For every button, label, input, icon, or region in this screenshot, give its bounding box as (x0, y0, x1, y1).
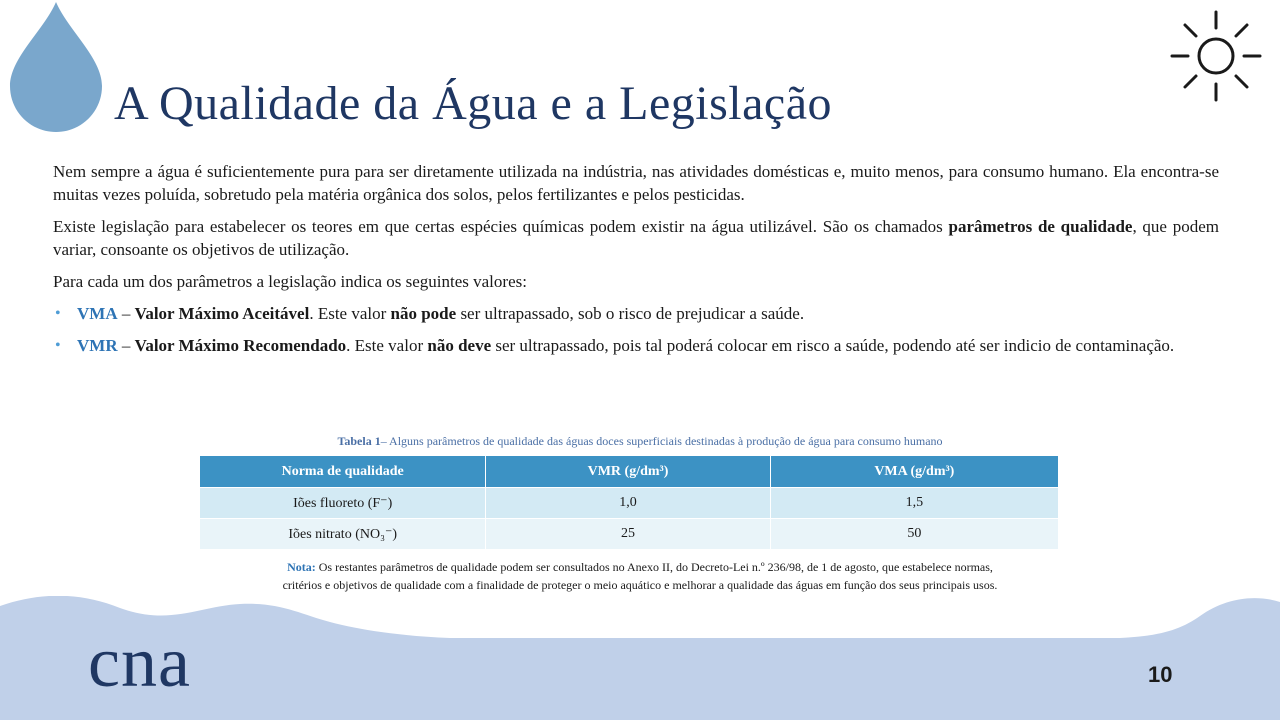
table-cell: Iões fluoreto (F⁻) (200, 488, 486, 519)
vma-text-2: ser ultrapassado, sob o risco de prejudicar a saúde. (456, 304, 805, 323)
quality-parameters-term: parâmetros de qualidade (948, 217, 1133, 236)
table-row (200, 488, 1058, 519)
paragraph-legislation-end: , que podem variar, consoante os objetivos de utilização. (53, 217, 1219, 259)
paragraph-legislation-start: Existe legislação para estabelecer os teores em que certas espécies químicas podem existir na água utilizável. São os chamados (53, 217, 949, 236)
values-list (53, 302, 1219, 357)
paragraph-legislation (53, 215, 1219, 261)
paragraph-values-intro: Para cada um dos parâmetros a legislação indica os seguintes valores: (53, 272, 527, 291)
list-item-vma (53, 302, 1219, 325)
vmr-term: Valor Máximo Recomendado (134, 336, 347, 355)
table-cell: 1,0 (486, 488, 770, 519)
page-number: 10 (1148, 662, 1173, 687)
list-item-vmr (53, 334, 1219, 357)
body-content (53, 160, 1219, 366)
bullet-icon: • (55, 337, 61, 354)
vma-term: Valor Máximo Aceitável (134, 304, 310, 323)
page-title: A Qualidade da Água e a Legislação (114, 77, 833, 130)
footnote-line-1 (100, 558, 1180, 576)
vmr-text-2: ser ultrapassado, pois tal poderá colocar em risco a saúde, podendo até ser indicio de contaminação. (491, 336, 1175, 355)
column-header-vmr: VMR (g/dm³) (486, 456, 770, 488)
table-caption-label: Tabela 1 (337, 434, 381, 448)
table-caption (200, 434, 1080, 449)
quality-parameters-table (200, 456, 1058, 549)
vma-text-1: . Este valor (309, 304, 391, 323)
vmr-emphasis: não deve (427, 336, 492, 355)
footnote-line-2: critérios e objetivos de qualidade com a finalidade de proteger o meio aquático e melhorar a qualidade das águas em função dos seus principais usos. (282, 578, 998, 592)
footnote (100, 558, 1180, 594)
vmr-text-1: . Este valor (346, 336, 428, 355)
table-row (200, 519, 1058, 550)
paragraph-intro: Nem sempre a água é suficientemente pura para ser diretamente utilizada na indústria, nas atividades domésticas e, muito menos, para consumo humano. Ela encontra-se muitas vezes poluída, sobretudo pela matéria orgânica dos solos, pelos fertilizantes e pelos pesticidas. (53, 162, 1219, 204)
table-header-row (200, 456, 1058, 488)
vmr-abbr: VMR (77, 336, 118, 355)
table-cell: 1,5 (770, 488, 1058, 519)
cna-logo: cna (88, 622, 191, 702)
table-cell: 25 (486, 519, 770, 550)
footnote-text-1: Os restantes parâmetros de qualidade podem ser consultados no Anexo II, do Decreto-Lei n.º 236/98, de 1 de agosto, que estabelece normas, (315, 560, 993, 574)
table-cell: Iões nitrato (NO₃⁻) (200, 519, 486, 550)
vma-abbr: VMA (77, 304, 118, 323)
vma-dash: – (117, 304, 135, 323)
column-header-vma: VMA (g/dm³) (770, 456, 1058, 488)
table-caption-text: – Alguns parâmetros de qualidade das águas doces superficiais destinadas à produção de água para consumo humano (380, 434, 943, 448)
column-header-norm: Norma de qualidade (200, 456, 486, 488)
footnote-label: Nota: (287, 560, 316, 574)
vma-emphasis: não pode (390, 304, 457, 323)
wave-background (0, 596, 1280, 720)
sun-icon (1168, 8, 1264, 104)
bullet-icon: • (55, 305, 61, 322)
table-cell: 50 (770, 519, 1058, 550)
vmr-dash: – (117, 336, 135, 355)
water-drop-icon (6, 0, 106, 134)
